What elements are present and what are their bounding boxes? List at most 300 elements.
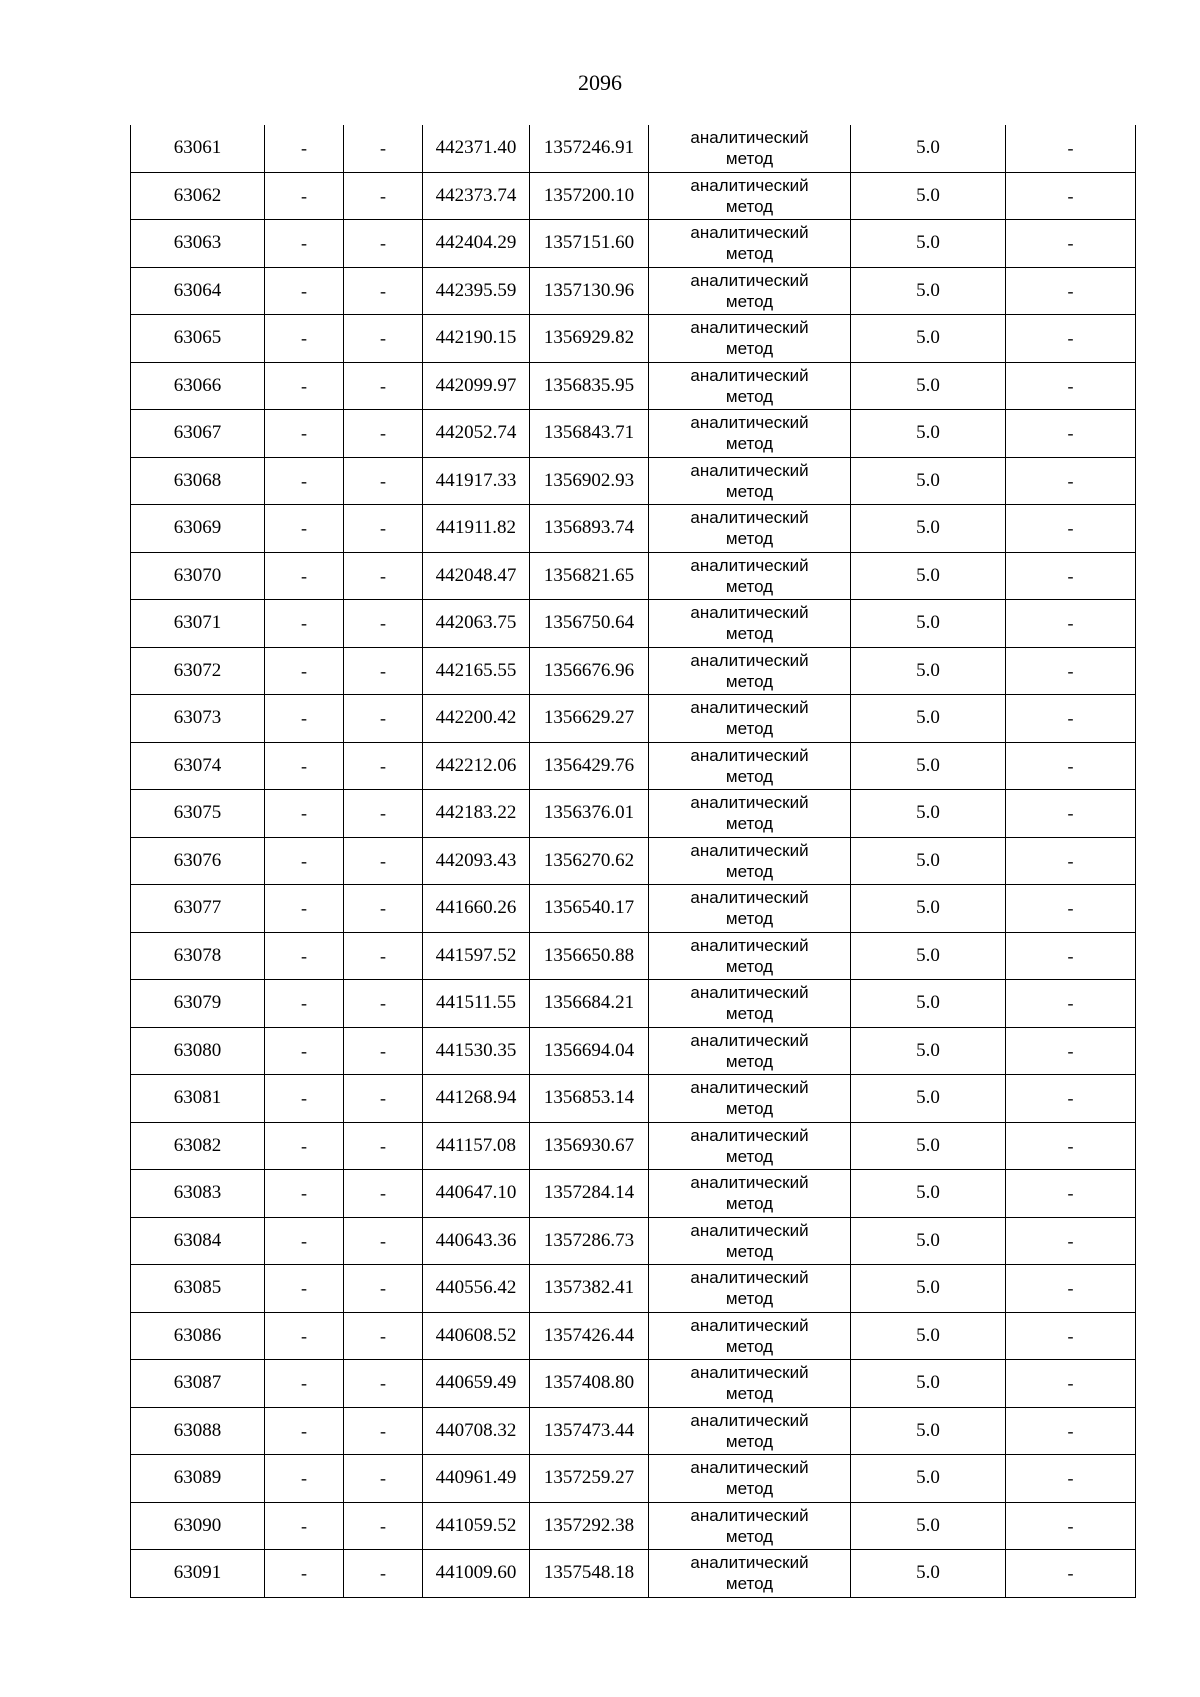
x-coordinate-cell: 441009.60 (423, 1550, 530, 1598)
point-number-cell: 63078 (131, 932, 265, 980)
y-coordinate-cell: 1356684.21 (530, 980, 649, 1028)
precision-cell: 5.0 (851, 1502, 1006, 1550)
x-coordinate-cell: 442099.97 (423, 362, 530, 410)
y-coordinate-cell: 1357200.10 (530, 172, 649, 220)
dash-cell: - (265, 1312, 344, 1360)
dash-cell: - (344, 790, 423, 838)
dash-cell: - (265, 885, 344, 933)
dash-cell: - (344, 1217, 423, 1265)
dash-cell: - (265, 837, 344, 885)
point-number-cell: 63083 (131, 1170, 265, 1218)
dash-cell: - (344, 980, 423, 1028)
table-row (131, 742, 1136, 790)
note-cell: - (1006, 790, 1136, 838)
dash-cell: - (344, 1550, 423, 1598)
note-cell: - (1006, 125, 1136, 172)
method-cell (649, 410, 851, 458)
table-body (131, 125, 1136, 1597)
method-line-2: метод (725, 339, 774, 359)
x-coordinate-cell: 440659.49 (423, 1360, 530, 1408)
note-cell: - (1006, 1217, 1136, 1265)
dash-cell: - (344, 1075, 423, 1123)
table-row (131, 1550, 1136, 1598)
method-line-2: метод (725, 766, 774, 786)
method-cell (649, 742, 851, 790)
dash-cell: - (265, 1265, 344, 1313)
point-number-cell: 63088 (131, 1407, 265, 1455)
method-line-2: метод (725, 1146, 774, 1166)
x-coordinate-cell: 442373.74 (423, 172, 530, 220)
precision-cell: 5.0 (851, 647, 1006, 695)
dash-cell: - (344, 362, 423, 410)
dash-cell: - (344, 267, 423, 315)
y-coordinate-cell: 1356853.14 (530, 1075, 649, 1123)
dash-cell: - (265, 1027, 344, 1075)
dash-cell: - (265, 1170, 344, 1218)
x-coordinate-cell: 441511.55 (423, 980, 530, 1028)
y-coordinate-cell: 1357286.73 (530, 1217, 649, 1265)
note-cell: - (1006, 647, 1136, 695)
dash-cell: - (344, 885, 423, 933)
dash-cell: - (265, 362, 344, 410)
precision-cell: 5.0 (851, 1217, 1006, 1265)
note-cell: - (1006, 410, 1136, 458)
y-coordinate-cell: 1357473.44 (530, 1407, 649, 1455)
method-line-1: аналитический (690, 1553, 809, 1573)
dash-cell: - (344, 410, 423, 458)
method-line-1: аналитический (690, 1125, 809, 1145)
point-number-cell: 63091 (131, 1550, 265, 1598)
coordinates-table (130, 125, 1136, 1598)
method-line-2: метод (725, 481, 774, 501)
method-cell (649, 1265, 851, 1313)
method-cell (649, 1407, 851, 1455)
note-cell: - (1006, 1027, 1136, 1075)
point-number-cell: 63065 (131, 315, 265, 363)
note-cell: - (1006, 980, 1136, 1028)
dash-cell: - (344, 742, 423, 790)
note-cell: - (1006, 1312, 1136, 1360)
method-line-2: метод (725, 956, 774, 976)
dash-cell: - (344, 1265, 423, 1313)
y-coordinate-cell: 1356930.67 (530, 1122, 649, 1170)
method-line-2: метод (725, 671, 774, 691)
method-cell (649, 1550, 851, 1598)
note-cell: - (1006, 1360, 1136, 1408)
method-line-1: аналитический (690, 698, 809, 718)
method-line-1: аналитический (690, 1315, 809, 1335)
x-coordinate-cell: 442395.59 (423, 267, 530, 315)
table-row (131, 172, 1136, 220)
dash-cell: - (344, 647, 423, 695)
method-line-1: аналитический (690, 1505, 809, 1525)
point-number-cell: 63084 (131, 1217, 265, 1265)
table-row (131, 980, 1136, 1028)
note-cell: - (1006, 1455, 1136, 1503)
precision-cell: 5.0 (851, 172, 1006, 220)
y-coordinate-cell: 1356540.17 (530, 885, 649, 933)
dash-cell: - (265, 410, 344, 458)
method-line-2: метод (725, 386, 774, 406)
method-line-1: аналитический (690, 745, 809, 765)
point-number-cell: 63079 (131, 980, 265, 1028)
note-cell: - (1006, 1170, 1136, 1218)
point-number-cell: 63068 (131, 457, 265, 505)
y-coordinate-cell: 1357151.60 (530, 220, 649, 268)
method-line-1: аналитический (690, 650, 809, 670)
method-line-1: аналитический (690, 793, 809, 813)
note-cell: - (1006, 1075, 1136, 1123)
method-line-2: метод (725, 1574, 774, 1594)
method-cell (649, 552, 851, 600)
note-cell: - (1006, 1122, 1136, 1170)
method-cell (649, 1360, 851, 1408)
x-coordinate-cell: 441911.82 (423, 505, 530, 553)
y-coordinate-cell: 1356676.96 (530, 647, 649, 695)
point-number-cell: 63072 (131, 647, 265, 695)
dash-cell: - (265, 315, 344, 363)
note-cell: - (1006, 220, 1136, 268)
dash-cell: - (344, 505, 423, 553)
method-line-2: метод (725, 814, 774, 834)
dash-cell: - (265, 980, 344, 1028)
table-row (131, 362, 1136, 410)
method-cell (649, 1027, 851, 1075)
y-coordinate-cell: 1357408.80 (530, 1360, 649, 1408)
x-coordinate-cell: 442371.40 (423, 125, 530, 172)
dash-cell: - (344, 1455, 423, 1503)
method-line-2: метод (725, 529, 774, 549)
dash-cell: - (344, 1170, 423, 1218)
method-line-1: аналитический (690, 555, 809, 575)
dash-cell: - (265, 932, 344, 980)
method-line-2: метод (725, 1526, 774, 1546)
dash-cell: - (265, 172, 344, 220)
method-line-1: аналитический (690, 175, 809, 195)
table-row (131, 1360, 1136, 1408)
x-coordinate-cell: 441268.94 (423, 1075, 530, 1123)
precision-cell: 5.0 (851, 410, 1006, 458)
precision-cell: 5.0 (851, 362, 1006, 410)
dash-cell: - (265, 220, 344, 268)
x-coordinate-cell: 441660.26 (423, 885, 530, 933)
method-line-2: метод (725, 1384, 774, 1404)
precision-cell: 5.0 (851, 1170, 1006, 1218)
x-coordinate-cell: 442190.15 (423, 315, 530, 363)
method-cell (649, 457, 851, 505)
precision-cell: 5.0 (851, 1122, 1006, 1170)
note-cell: - (1006, 315, 1136, 363)
precision-cell: 5.0 (851, 505, 1006, 553)
method-cell (649, 1122, 851, 1170)
x-coordinate-cell: 440647.10 (423, 1170, 530, 1218)
x-coordinate-cell: 440608.52 (423, 1312, 530, 1360)
dash-cell: - (265, 1217, 344, 1265)
method-cell (649, 1502, 851, 1550)
method-line-1: аналитический (690, 1030, 809, 1050)
method-line-2: метод (725, 719, 774, 739)
dash-cell: - (344, 695, 423, 743)
x-coordinate-cell: 441917.33 (423, 457, 530, 505)
method-line-1: аналитический (690, 413, 809, 433)
precision-cell: 5.0 (851, 1075, 1006, 1123)
method-line-1: аналитический (690, 1410, 809, 1430)
method-cell (649, 885, 851, 933)
method-line-2: метод (725, 1431, 774, 1451)
y-coordinate-cell: 1356929.82 (530, 315, 649, 363)
table-row (131, 1122, 1136, 1170)
x-coordinate-cell: 442165.55 (423, 647, 530, 695)
table-row (131, 125, 1136, 172)
method-cell (649, 1455, 851, 1503)
x-coordinate-cell: 442404.29 (423, 220, 530, 268)
precision-cell: 5.0 (851, 790, 1006, 838)
precision-cell: 5.0 (851, 600, 1006, 648)
note-cell: - (1006, 742, 1136, 790)
point-number-cell: 63077 (131, 885, 265, 933)
precision-cell: 5.0 (851, 885, 1006, 933)
method-line-2: метод (725, 909, 774, 929)
dash-cell: - (265, 1360, 344, 1408)
x-coordinate-cell: 441059.52 (423, 1502, 530, 1550)
method-line-1: аналитический (690, 223, 809, 243)
x-coordinate-cell: 441597.52 (423, 932, 530, 980)
point-number-cell: 63066 (131, 362, 265, 410)
point-number-cell: 63086 (131, 1312, 265, 1360)
point-number-cell: 63069 (131, 505, 265, 553)
precision-cell: 5.0 (851, 457, 1006, 505)
y-coordinate-cell: 1356902.93 (530, 457, 649, 505)
dash-cell: - (265, 1455, 344, 1503)
dash-cell: - (265, 1502, 344, 1550)
method-cell (649, 1217, 851, 1265)
method-cell (649, 125, 851, 172)
method-cell (649, 600, 851, 648)
point-number-cell: 63062 (131, 172, 265, 220)
method-line-2: метод (725, 576, 774, 596)
table-row (131, 457, 1136, 505)
dash-cell: - (344, 1407, 423, 1455)
x-coordinate-cell: 442200.42 (423, 695, 530, 743)
point-number-cell: 63071 (131, 600, 265, 648)
table-row (131, 1502, 1136, 1550)
method-cell (649, 267, 851, 315)
precision-cell: 5.0 (851, 267, 1006, 315)
dash-cell: - (344, 1312, 423, 1360)
table-row (131, 885, 1136, 933)
note-cell: - (1006, 695, 1136, 743)
table-row (131, 1312, 1136, 1360)
x-coordinate-cell: 442093.43 (423, 837, 530, 885)
y-coordinate-cell: 1357259.27 (530, 1455, 649, 1503)
method-cell (649, 837, 851, 885)
precision-cell: 5.0 (851, 1550, 1006, 1598)
note-cell: - (1006, 505, 1136, 553)
method-line-2: метод (725, 1479, 774, 1499)
method-line-2: метод (725, 1099, 774, 1119)
point-number-cell: 63087 (131, 1360, 265, 1408)
table-row (131, 695, 1136, 743)
method-line-1: аналитический (690, 1458, 809, 1478)
precision-cell: 5.0 (851, 1312, 1006, 1360)
method-line-1: аналитический (690, 888, 809, 908)
precision-cell: 5.0 (851, 1360, 1006, 1408)
y-coordinate-cell: 1357382.41 (530, 1265, 649, 1313)
point-number-cell: 63080 (131, 1027, 265, 1075)
method-line-1: аналитический (690, 318, 809, 338)
method-cell (649, 1075, 851, 1123)
x-coordinate-cell: 442063.75 (423, 600, 530, 648)
method-line-2: метод (725, 861, 774, 881)
method-cell (649, 932, 851, 980)
page-number: 2096 (578, 70, 622, 95)
method-line-1: аналитический (690, 508, 809, 528)
note-cell: - (1006, 932, 1136, 980)
dash-cell: - (344, 837, 423, 885)
method-cell (649, 505, 851, 553)
x-coordinate-cell: 440643.36 (423, 1217, 530, 1265)
y-coordinate-cell: 1357292.38 (530, 1502, 649, 1550)
point-number-cell: 63081 (131, 1075, 265, 1123)
table-row (131, 837, 1136, 885)
point-number-cell: 63067 (131, 410, 265, 458)
point-number-cell: 63064 (131, 267, 265, 315)
method-line-1: аналитический (690, 1363, 809, 1383)
dash-cell: - (344, 457, 423, 505)
y-coordinate-cell: 1356843.71 (530, 410, 649, 458)
table-row (131, 267, 1136, 315)
dash-cell: - (265, 267, 344, 315)
point-number-cell: 63063 (131, 220, 265, 268)
method-line-1: аналитический (690, 1173, 809, 1193)
note-cell: - (1006, 172, 1136, 220)
method-line-1: аналитический (690, 1268, 809, 1288)
dash-cell: - (344, 552, 423, 600)
dash-cell: - (344, 315, 423, 363)
point-number-cell: 63082 (131, 1122, 265, 1170)
method-line-1: аналитический (690, 460, 809, 480)
point-number-cell: 63074 (131, 742, 265, 790)
dash-cell: - (344, 1027, 423, 1075)
method-line-2: метод (725, 1194, 774, 1214)
precision-cell: 5.0 (851, 695, 1006, 743)
x-coordinate-cell: 441530.35 (423, 1027, 530, 1075)
note-cell: - (1006, 885, 1136, 933)
method-line-2: метод (725, 149, 774, 169)
table-row (131, 315, 1136, 363)
dash-cell: - (344, 1360, 423, 1408)
precision-cell: 5.0 (851, 125, 1006, 172)
y-coordinate-cell: 1357130.96 (530, 267, 649, 315)
method-cell (649, 695, 851, 743)
dash-cell: - (265, 647, 344, 695)
dash-cell: - (265, 125, 344, 172)
method-line-2: метод (725, 1336, 774, 1356)
y-coordinate-cell: 1356821.65 (530, 552, 649, 600)
precision-cell: 5.0 (851, 980, 1006, 1028)
method-cell (649, 1170, 851, 1218)
table-row (131, 1027, 1136, 1075)
method-cell (649, 315, 851, 363)
point-number-cell: 63061 (131, 125, 265, 172)
dash-cell: - (265, 1122, 344, 1170)
method-line-1: аналитический (690, 270, 809, 290)
note-cell: - (1006, 600, 1136, 648)
method-line-1: аналитический (690, 1078, 809, 1098)
x-coordinate-cell: 440708.32 (423, 1407, 530, 1455)
note-cell: - (1006, 457, 1136, 505)
table-row (131, 647, 1136, 695)
dash-cell: - (265, 790, 344, 838)
y-coordinate-cell: 1356694.04 (530, 1027, 649, 1075)
note-cell: - (1006, 267, 1136, 315)
precision-cell: 5.0 (851, 1407, 1006, 1455)
method-cell (649, 980, 851, 1028)
point-number-cell: 63075 (131, 790, 265, 838)
note-cell: - (1006, 837, 1136, 885)
table-row (131, 1407, 1136, 1455)
y-coordinate-cell: 1357284.14 (530, 1170, 649, 1218)
note-cell: - (1006, 1550, 1136, 1598)
method-line-2: метод (725, 1004, 774, 1024)
method-cell (649, 362, 851, 410)
y-coordinate-cell: 1357548.18 (530, 1550, 649, 1598)
y-coordinate-cell: 1356429.76 (530, 742, 649, 790)
dash-cell: - (344, 932, 423, 980)
method-cell (649, 220, 851, 268)
note-cell: - (1006, 1407, 1136, 1455)
precision-cell: 5.0 (851, 1027, 1006, 1075)
table-row (131, 1075, 1136, 1123)
y-coordinate-cell: 1356629.27 (530, 695, 649, 743)
table-row (131, 1170, 1136, 1218)
x-coordinate-cell: 442048.47 (423, 552, 530, 600)
precision-cell: 5.0 (851, 1455, 1006, 1503)
dash-cell: - (265, 600, 344, 648)
precision-cell: 5.0 (851, 837, 1006, 885)
dash-cell: - (344, 220, 423, 268)
y-coordinate-cell: 1356650.88 (530, 932, 649, 980)
dash-cell: - (344, 172, 423, 220)
method-line-2: метод (725, 1289, 774, 1309)
precision-cell: 5.0 (851, 932, 1006, 980)
y-coordinate-cell: 1356835.95 (530, 362, 649, 410)
point-number-cell: 63085 (131, 1265, 265, 1313)
dash-cell: - (344, 1502, 423, 1550)
note-cell: - (1006, 1502, 1136, 1550)
table-row (131, 505, 1136, 553)
dash-cell: - (265, 695, 344, 743)
dash-cell: - (265, 505, 344, 553)
table-row (131, 1265, 1136, 1313)
method-line-1: аналитический (690, 603, 809, 623)
method-line-2: метод (725, 291, 774, 311)
point-number-cell: 63073 (131, 695, 265, 743)
note-cell: - (1006, 552, 1136, 600)
method-line-2: метод (725, 1241, 774, 1261)
table-row (131, 220, 1136, 268)
note-cell: - (1006, 362, 1136, 410)
method-line-1: аналитический (690, 128, 809, 148)
method-cell (649, 647, 851, 695)
precision-cell: 5.0 (851, 315, 1006, 363)
y-coordinate-cell: 1356376.01 (530, 790, 649, 838)
dash-cell: - (265, 552, 344, 600)
method-cell (649, 1312, 851, 1360)
table-row (131, 410, 1136, 458)
method-line-1: аналитический (690, 983, 809, 1003)
dash-cell: - (344, 600, 423, 648)
